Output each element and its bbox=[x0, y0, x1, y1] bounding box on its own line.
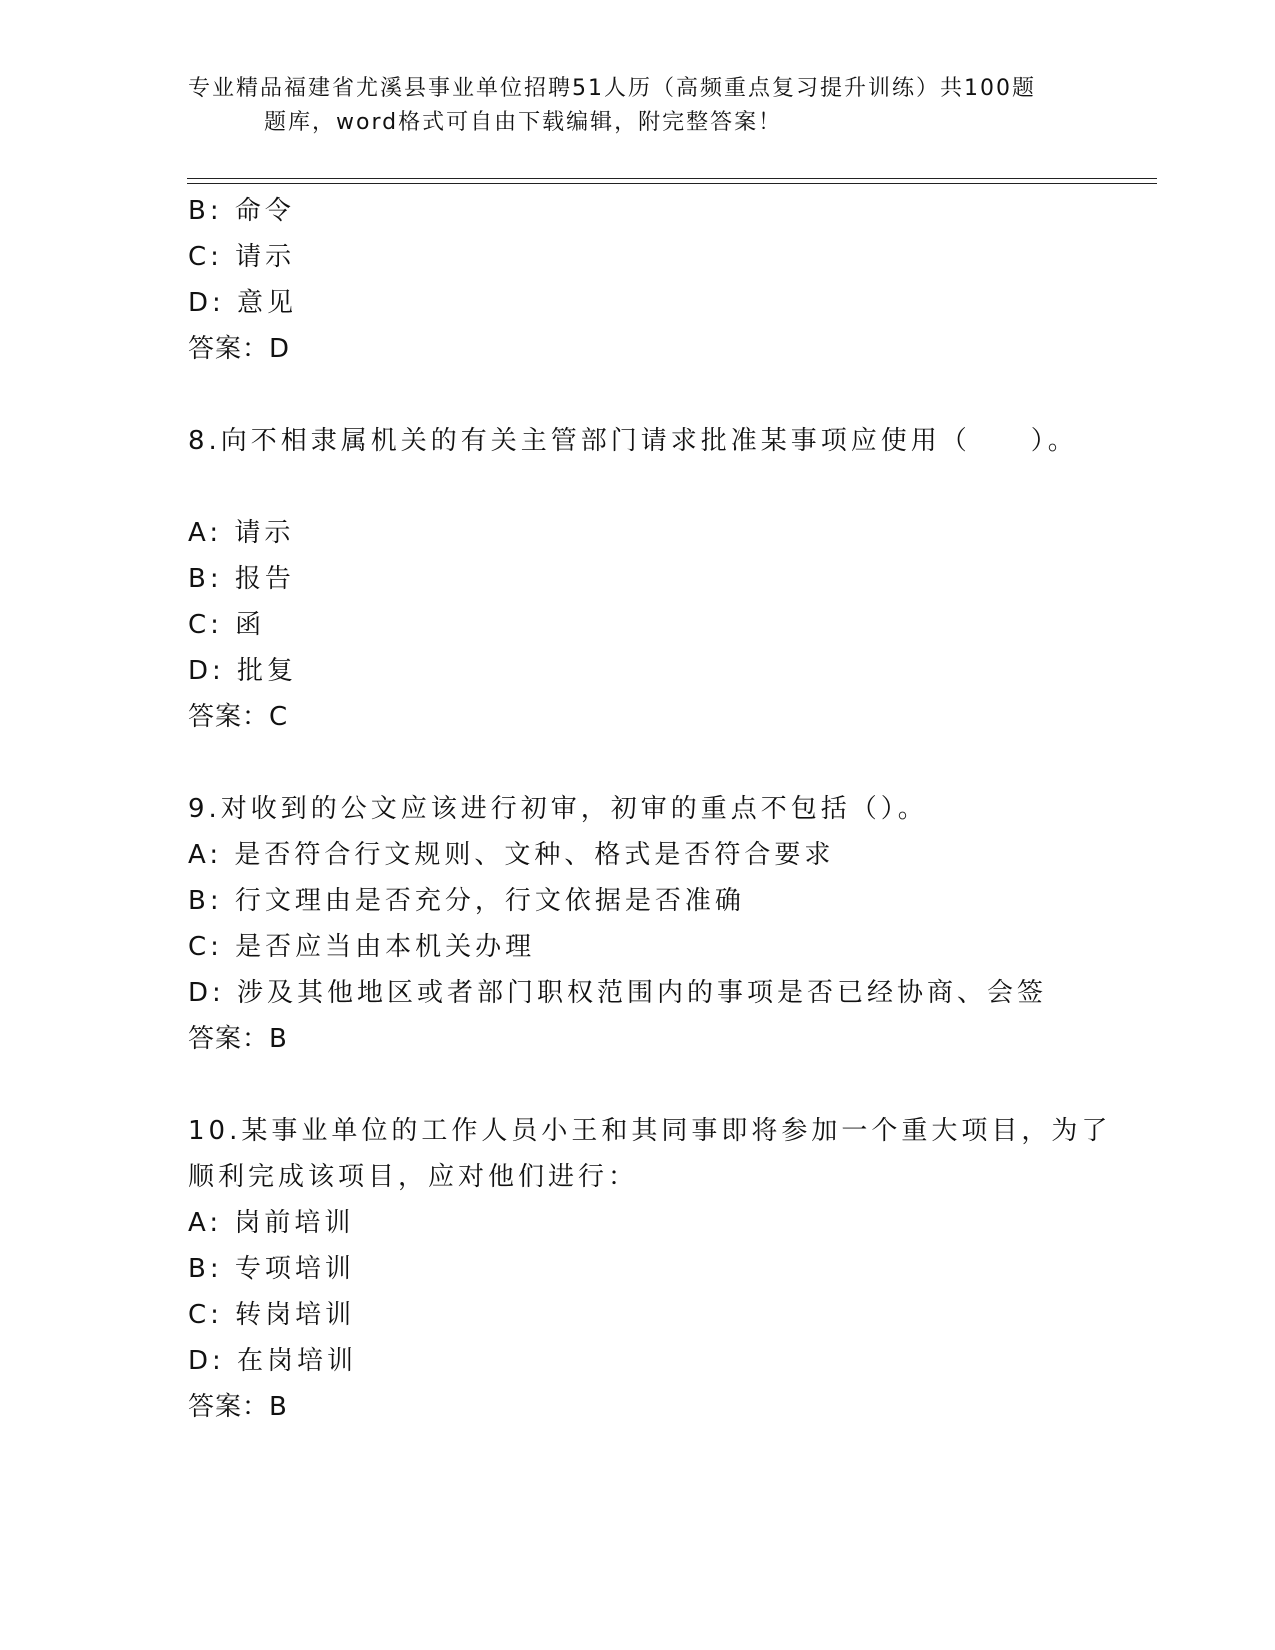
q8-option-d: D: 批复 bbox=[188, 656, 298, 686]
q8-option-b: B: 报告 bbox=[188, 564, 295, 594]
page-header bbox=[188, 72, 1068, 140]
q10-answer: 答案：B bbox=[188, 1392, 288, 1422]
q10-option-d: D: 在岗培训 bbox=[188, 1346, 358, 1376]
option-d: D: 意见 bbox=[188, 288, 298, 318]
option-b: B: 命令 bbox=[188, 196, 295, 226]
q9-option-c: C: 是否应当由本机关办理 bbox=[188, 932, 536, 962]
header-rule-bottom bbox=[187, 183, 1157, 184]
question-8-stem: 8.向不相隶属机关的有关主管部门请求批准某事项应使用（ ）。 bbox=[188, 426, 1078, 456]
q10-option-a: A: 岗前培训 bbox=[188, 1208, 355, 1238]
answer: 答案：D bbox=[188, 334, 291, 364]
q10-option-b: B: 专项培训 bbox=[188, 1254, 355, 1284]
q9-option-d: D: 涉及其他地区或者部门职权范围内的事项是否已经协商、会签 bbox=[188, 978, 1048, 1008]
q8-option-a: A: 请示 bbox=[188, 518, 295, 548]
q9-option-a: A: 是否符合行文规则、文种、格式是否符合要求 bbox=[188, 840, 835, 870]
q9-option-b: B: 行文理由是否充分，行文依据是否准确 bbox=[188, 886, 745, 916]
q8-option-c: C: 函 bbox=[188, 610, 266, 640]
q10-option-c: C: 转岗培训 bbox=[188, 1300, 356, 1330]
option-c: C: 请示 bbox=[188, 242, 296, 272]
question-10-stem-line-1: 10.某事业单位的工作人员小王和其同事即将参加一个重大项目，为了 bbox=[188, 1116, 1112, 1146]
header-line-2: 题库，word格式可自由下载编辑，附完整答案！ bbox=[264, 110, 783, 135]
header-line-1: 专业精品福建省尤溪县事业单位招聘51人历（高频重点复习提升训练）共100题 bbox=[188, 76, 1036, 101]
question-10-stem-line-2: 顺利完成该项目，应对他们进行： bbox=[188, 1162, 639, 1192]
question-content bbox=[188, 188, 1112, 1430]
q9-answer: 答案：B bbox=[188, 1024, 288, 1054]
header-rule-top bbox=[187, 178, 1157, 179]
question-9-stem: 9.对收到的公文应该进行初审，初审的重点不包括（）。 bbox=[188, 794, 928, 824]
q8-answer: 答案：C bbox=[188, 702, 289, 732]
